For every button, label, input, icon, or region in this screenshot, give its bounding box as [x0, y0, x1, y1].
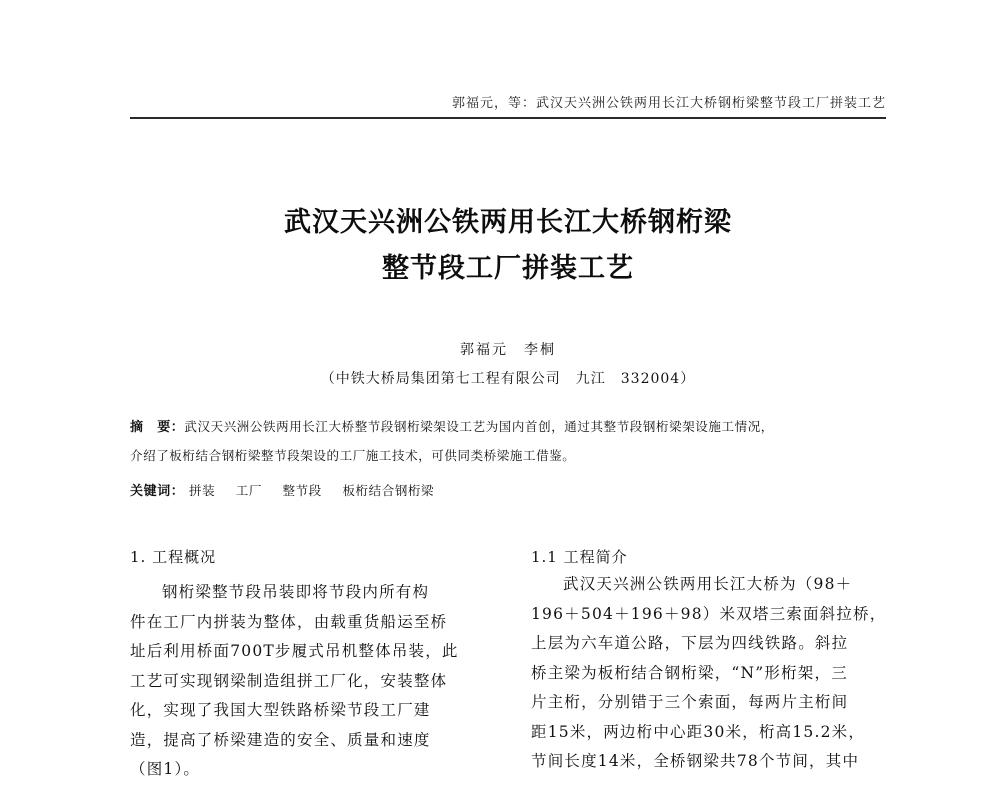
body-line: 钢桁梁整节段吊装即将节段内所有构	[162, 583, 430, 601]
running-header: 郭福元，等：武汉天兴洲公铁两用长江大桥钢桁梁整节段工厂拼装工艺	[451, 96, 886, 111]
keyword-item: 整节段	[282, 483, 322, 498]
body-line: 件在工厂内拼装为整体，由载重货船运至桥	[130, 612, 448, 631]
body-line: 址后利用桥面700T步履式吊机整体吊装，此	[130, 642, 459, 660]
body-line: 上层为六车道公路，下层为四线铁路。斜拉	[531, 634, 849, 652]
abstract-line-2: 介绍了板桁结合钢桁梁整节段架设的工厂施工技术，可供同类桥梁施工借鉴。	[130, 448, 576, 463]
body-line: 距15米，两边桁中心距30米，桁高15.2米，	[531, 722, 866, 741]
left-column-body	[130, 578, 492, 785]
paper-title-line-1: 武汉天兴洲公铁两用长江大桥钢桁梁	[284, 207, 732, 238]
body-line: 工艺可实现钢梁制造组拼工厂化，安装整体	[130, 671, 448, 690]
body-line: 节间长度14米，全桥钢梁共78个节间，其中	[531, 752, 860, 770]
body-line: 196＋504＋196＋98）米双塔三索面斜拉桥，	[531, 604, 887, 623]
keyword-item: 板桁结合钢桁梁	[342, 483, 435, 498]
right-column-body	[531, 570, 891, 777]
header-rule	[130, 117, 886, 119]
keywords	[130, 480, 900, 499]
affiliation: （中铁大桥局集团第七工程有限公司 九江 332004）	[320, 371, 696, 387]
keyword-item: 工厂	[235, 483, 262, 498]
abstract-label: 摘 要：	[130, 420, 185, 435]
body-line: 桥主梁为板桁结合钢桁梁，“N”形桁架，三	[531, 663, 848, 682]
section-heading-overview: 1. 工程概况	[130, 548, 217, 566]
body-line: 武汉天兴洲公铁两用长江大桥为（98＋	[563, 575, 853, 593]
body-line: （图1）。	[130, 760, 201, 778]
keywords-label: 关键词：	[130, 484, 185, 499]
body-line: 化，实现了我国大型铁路桥梁节段工厂建	[130, 701, 431, 719]
paper-title-line-2: 整节段工厂拼装工艺	[382, 253, 634, 284]
abstract-text-1: 武汉天兴洲公铁两用长江大桥整节段钢桁梁架设工艺为国内首创，通过其整节段钢桁梁架设施工情况，	[184, 419, 774, 434]
authors: 郭福元 李桐	[460, 342, 556, 358]
section-heading-introduction: 1.1 工程简介	[531, 548, 628, 566]
body-line: 片主桁，分别错于三个索面，每两片主桁间	[531, 693, 849, 711]
body-line: 造，提高了桥梁建造的安全、质量和速度	[130, 730, 431, 749]
abstract-line-1	[130, 416, 900, 435]
keyword-item: 拼装	[188, 483, 216, 498]
